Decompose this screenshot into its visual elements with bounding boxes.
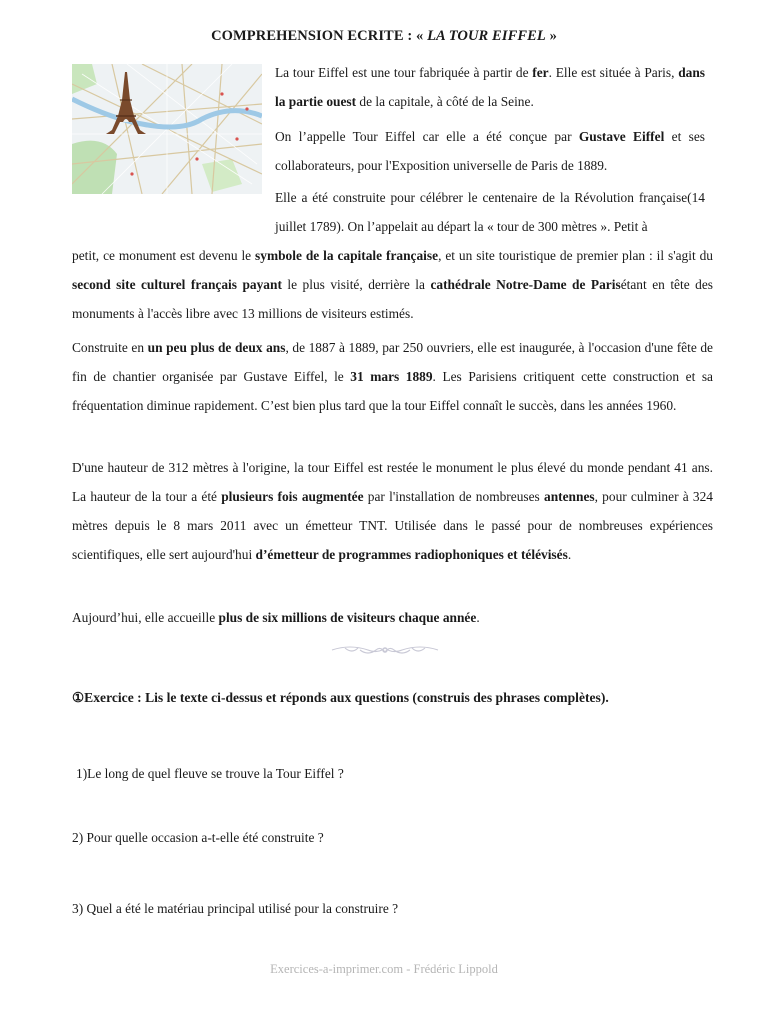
footer-credit: Exercices-a-imprimer.com - Frédéric Lippold	[270, 962, 498, 976]
question-2: 2) Pour quelle occasion a-t-elle été construite ?	[72, 830, 324, 845]
decorative-divider-icon	[330, 642, 440, 658]
paragraph-6: Aujourd’hui, elle accueille plus de six millions de visiteurs chaque année.	[72, 610, 480, 625]
page-title	[0, 28, 768, 45]
paragraph-4: Construite en un peu plus de deux ans, de 1887 à 1889, par 250 ouvriers, elle est inaugurée, à l'occasion d'une fête de fin de chantier organisée par Gustave Eiffel, le 31 mars 1889. Les Parisiens critiquent cette construction et sa fréquentation diminue rapidement. C’est bien plus tard que la tour Eiffel connaît le succès, dans les années 1960.	[72, 340, 713, 413]
paragraph-2: On l’appelle Tour Eiffel car elle a été conçue par Gustave Eiffel et ses collaborateurs, pour l'Exposition universelle de Paris de 1889.	[275, 129, 705, 173]
eiffel-tower-map-icon	[72, 64, 262, 194]
paragraph-1: La tour Eiffel est une tour fabriquée à partir de fer. Elle est située à Paris, dans la partie ouest de la capitale, à côté de la Seine.	[275, 65, 705, 109]
paragraph-3-intro: Elle a été construite pour célébrer le centenaire de la Révolution française(14 juillet 1789). On l’appelait au départ la « tour de 300 mètres ». Petit à	[275, 190, 705, 234]
paragraph-5: D'une hauteur de 312 mètres à l'origine, la tour Eiffel est restée le monument le plus élevé du monde pendant 41 ans. La hauteur de la tour a été plusieurs fois augmentée par l'installation de nombreuses antennes, pour culminer à 324 mètres depuis le 8 mars 2011 avec un émetteur TNT. Utilisée dans le passé pour de nombreuses expériences scientifiques, elle sert aujourd'hui d’émetteur de programmes radiophoniques et télévisés.	[72, 460, 713, 562]
question-1: 1)Le long de quel fleuve se trouve la Tour Eiffel ?	[76, 766, 344, 781]
question-3: 3) Quel a été le matériau principal utilisé pour la construire ?	[72, 901, 399, 916]
title-prefix: COMPREHENSION ECRITE : «	[211, 28, 428, 44]
title-suffix: »	[545, 28, 557, 44]
exercise-instruction: ①Exercice : Lis le texte ci-dessus et réponds aux questions (construis des phrases complètes).	[72, 690, 609, 705]
paragraph-3-continued: petit, ce monument est devenu le symbole de la capitale française, et un site touristique de premier plan : il s'agit du second site culturel français payant le plus visité, derrière la cathédrale Notre-Dame de Parisétant en tête des monuments à l'accès libre avec 13 millions de visiteurs estimés.	[72, 248, 714, 321]
title-italic: LA TOUR EIFFEL	[427, 28, 546, 44]
